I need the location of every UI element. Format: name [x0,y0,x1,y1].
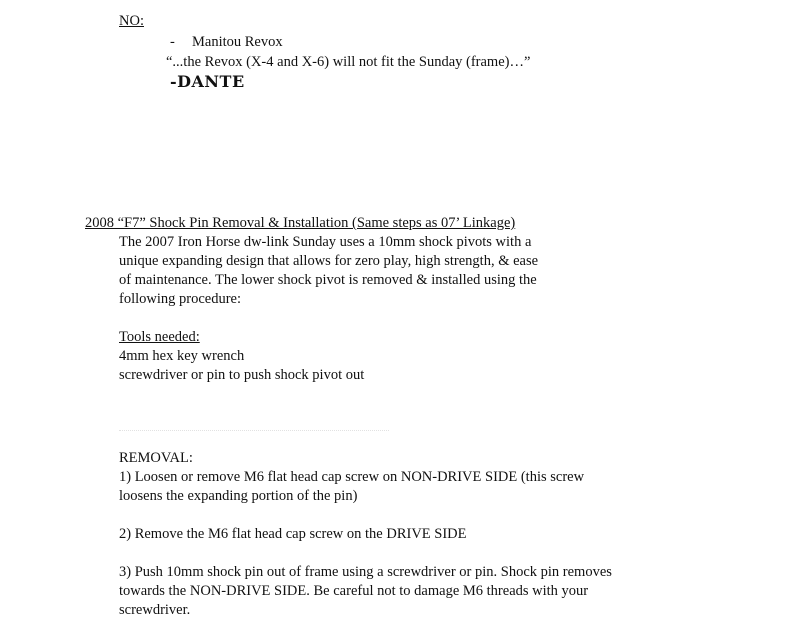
step-2: 2) Remove the M6 flat head cap screw on the DRIVE SIDE [119,526,467,542]
section-title: 2008 “F7” Shock Pin Removal & Installation (Same steps as 07’ Linkage) [85,215,516,231]
step-1-line: loosens the expanding portion of the pin) [119,488,358,504]
list-item: Manitou Revox [192,34,283,50]
step-3-line: screwdriver. [119,602,191,618]
no-heading: NO: [119,13,144,29]
signature: -DANTE [170,72,245,91]
quote-text: “...the Revox (X-4 and X-6) will not fit the Sunday (frame)…” [166,54,531,70]
step-3-line: 3) Push 10mm shock pin out of frame using a screwdriver or pin. Shock pin removes [119,564,612,580]
removal-heading: REMOVAL: [119,450,193,466]
intro-line: following procedure: [119,291,242,307]
intro-line: of maintenance. The lower shock pivot is removed & installed using the [119,272,537,288]
tools-heading: Tools needed: [119,329,200,345]
intro-line: The 2007 Iron Horse dw-link Sunday uses a 10mm shock pivots with a [119,234,532,250]
step-3-line: towards the NON-DRIVE SIDE. Be careful not to damage M6 threads with your [119,583,589,599]
step-1-line: 1) Loosen or remove M6 flat head cap screw on NON-DRIVE SIDE (this screw [119,469,585,485]
tool-item: screwdriver or pin to push shock pivot out [119,367,365,383]
intro-line: unique expanding design that allows for zero play, high strength, & ease [119,253,539,269]
divider [119,430,389,431]
tool-item: 4mm hex key wrench [119,348,245,364]
bullet-dash: - [170,34,175,50]
